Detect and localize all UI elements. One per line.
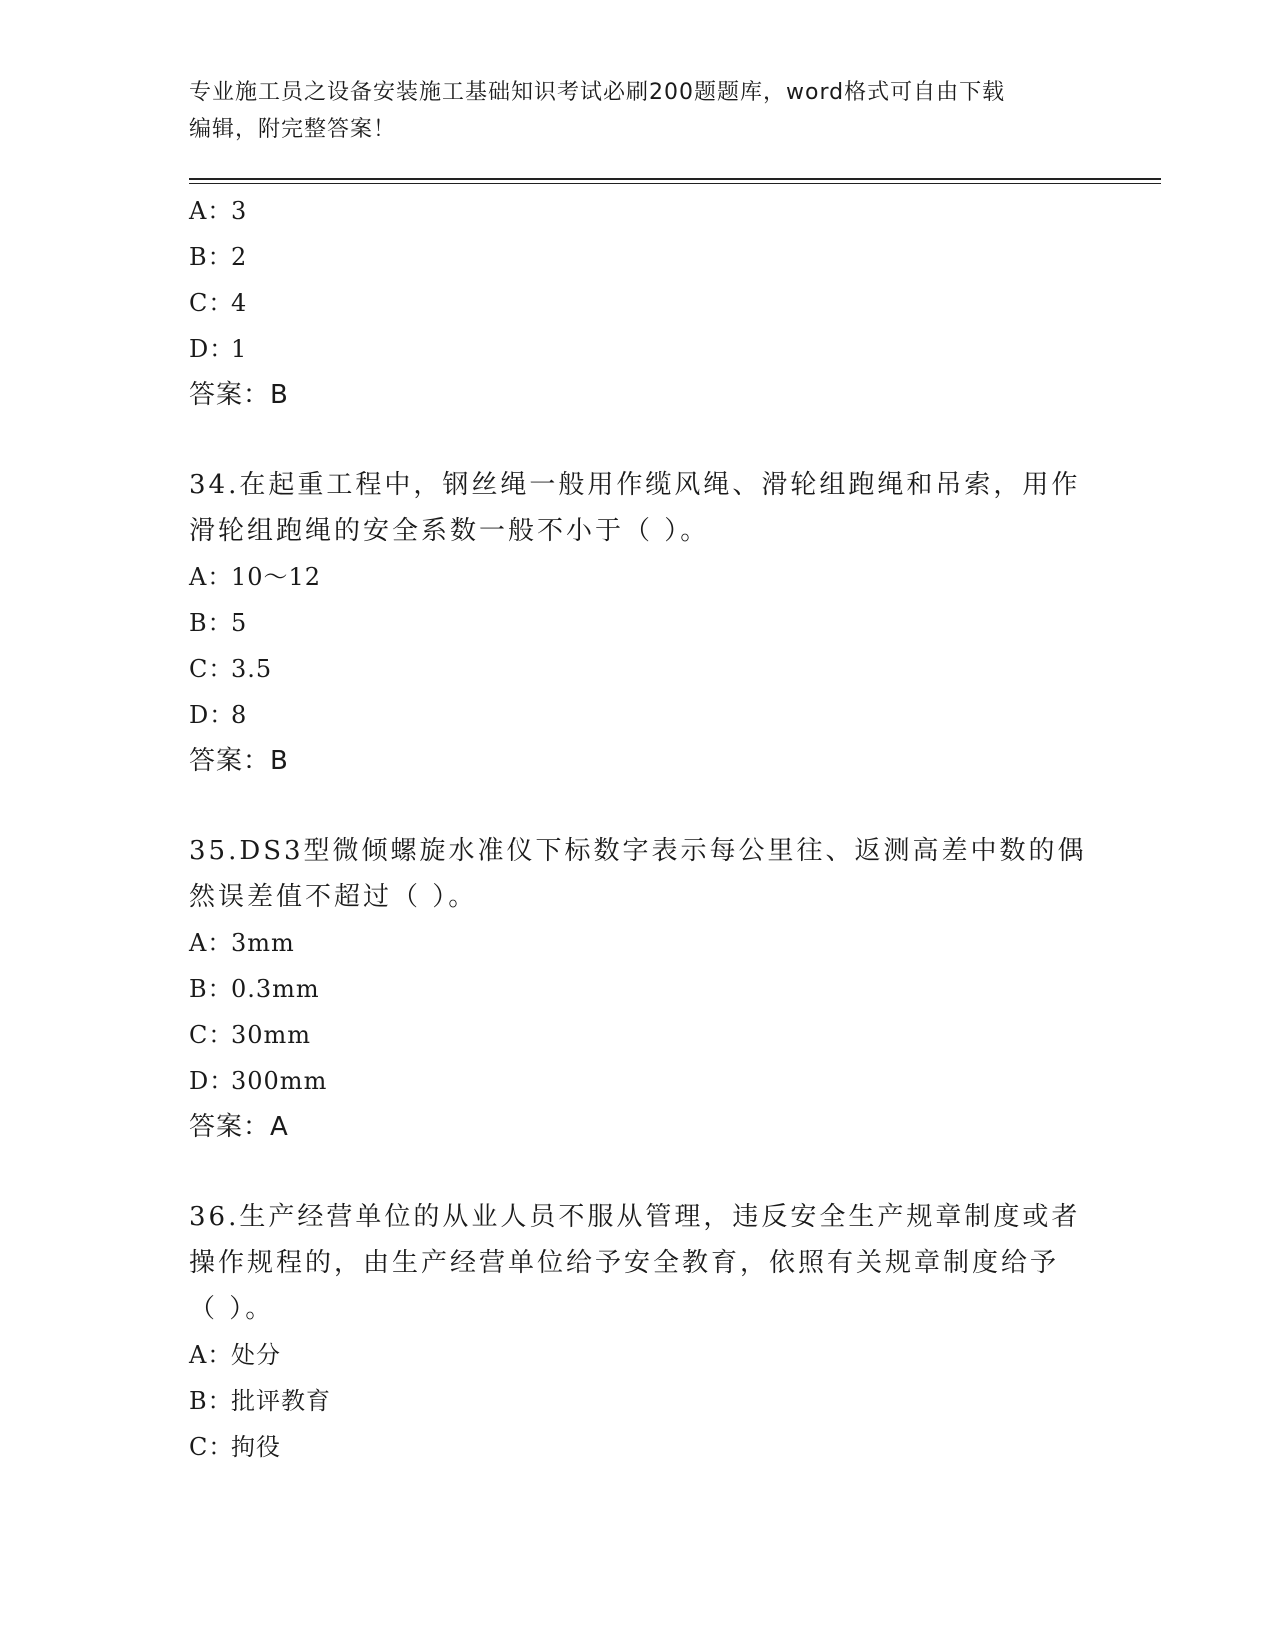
- answer-line: 答案：B: [189, 746, 289, 776]
- question-text-line-1: 34.在起重工程中，钢丝绳一般用作缆风绳、滑轮组跑绳和吊索，用作: [189, 470, 1081, 500]
- question-35: [189, 828, 1089, 1150]
- question-list: [189, 188, 1089, 1470]
- answer-line: 答案：A: [189, 1112, 289, 1142]
- answer-line: 答案：B: [189, 380, 289, 410]
- option-a: A：3: [189, 197, 248, 225]
- option-b: B：批评教育: [189, 1387, 331, 1415]
- option-c: C：拘役: [189, 1433, 281, 1461]
- option-b: B：0.3mm: [189, 975, 320, 1003]
- option-b: B：2: [189, 243, 248, 271]
- header-rule-thick: [189, 178, 1161, 180]
- question-36: [189, 1194, 1089, 1470]
- option-d: D：1: [189, 335, 248, 363]
- question-34: [189, 462, 1089, 784]
- option-a: A：3mm: [189, 929, 295, 957]
- option-c: C：3.5: [189, 655, 273, 683]
- option-a: A：10～12: [189, 563, 322, 591]
- option-b: B：5: [189, 609, 248, 637]
- option-d: D：300mm: [189, 1067, 328, 1095]
- option-c: C：4: [189, 289, 248, 317]
- question-text-line-2: 滑轮组跑绳的安全系数一般不小于（ ）。: [189, 516, 710, 546]
- header-rule-thin: [189, 183, 1161, 184]
- question-text-line-2: 操作规程的，由生产经营单位给予安全教育，依照有关规章制度给予: [189, 1248, 1060, 1278]
- question-text-line-1: 36.生产经营单位的从业人员不服从管理，违反安全生产规章制度或者: [189, 1202, 1081, 1232]
- header-line-1: 专业施工员之设备安装施工基础知识考试必刷200题题库，word格式可自由下载: [189, 80, 1006, 105]
- question-text-line-3: （ ）。: [189, 1294, 275, 1324]
- option-d: D：8: [189, 701, 248, 729]
- option-c: C：30mm: [189, 1021, 312, 1049]
- document-header: [189, 74, 1089, 148]
- question-text-line-1: 35.DS3型微倾螺旋水准仪下标数字表示每公里往、返测高差中数的偶: [189, 836, 1087, 866]
- question-33-continued: [189, 188, 1089, 418]
- option-a: A：处分: [189, 1341, 281, 1369]
- question-text-line-2: 然误差值不超过（ ）。: [189, 882, 478, 912]
- header-line-2: 编辑，附完整答案！: [189, 117, 397, 142]
